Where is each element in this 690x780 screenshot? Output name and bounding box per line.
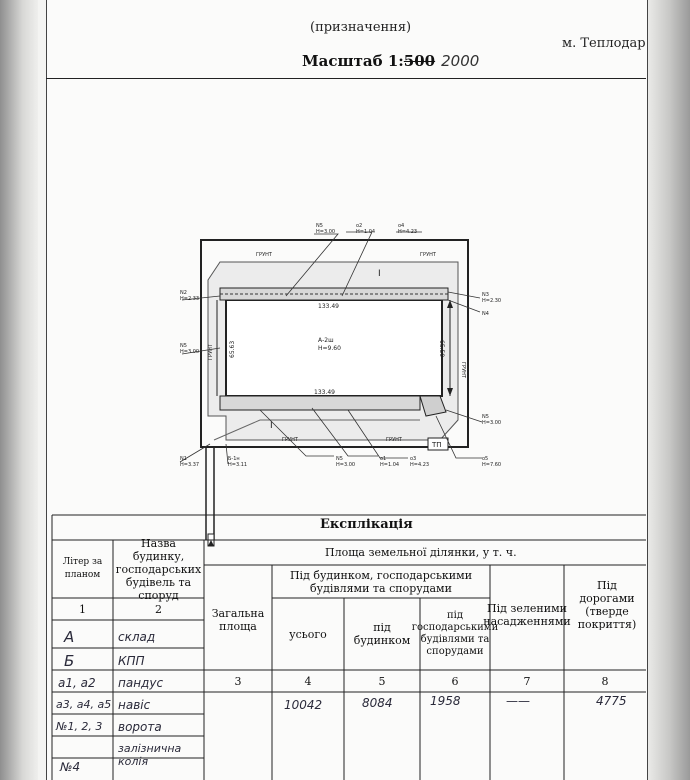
scale-old: 500 <box>403 52 436 70</box>
col-header-total: Загальна площа <box>211 607 265 633</box>
value-under-aux: 1958 <box>430 694 461 708</box>
row-name: КПП <box>118 654 145 668</box>
row-liter: А <box>64 628 75 646</box>
soil-label: ГРУНТ <box>460 362 466 378</box>
soil-label: ГРУНТ <box>256 252 272 258</box>
building-code: А-2ш <box>318 337 334 344</box>
value-green: —— <box>506 694 530 708</box>
scale-prefix: Масштаб 1: <box>302 52 404 70</box>
row-liter: №1, 2, 3 <box>56 720 103 733</box>
col-number: 5 <box>378 674 386 688</box>
label-n5-left: N5 <box>180 343 187 349</box>
col-number: 8 <box>601 674 609 688</box>
purpose-label: (призначення) <box>310 20 412 35</box>
col-number: 7 <box>523 674 531 688</box>
label-n1-h: Н=3.37 <box>180 462 200 468</box>
label-n5-top-h: Н=3.00 <box>316 229 336 235</box>
col-number: 6 <box>451 674 459 688</box>
dim-top: 133.49 <box>318 303 339 310</box>
label-o4-h: Н=4.23 <box>398 229 418 235</box>
col-header-name: Назва будинку, господарських будівель та споруд <box>115 536 202 602</box>
col-header-green: Під зеленими насадженнями <box>483 602 571 628</box>
label-n1: N1 <box>180 456 187 462</box>
label-n3-h: Н=2.30 <box>482 298 502 304</box>
city-label: м. Теплодар <box>562 36 646 51</box>
label-n5-bottom: N5 <box>336 456 343 462</box>
col-header-under-aux: під господарськими будівлями та спорудами <box>411 610 499 657</box>
label-o1-h: Н=1.04 <box>380 462 400 468</box>
soil-label: ГРУНТ <box>386 437 402 443</box>
soil-label: ГРУНТ <box>282 437 298 443</box>
label-n2-h: Н=2.33 <box>180 296 200 302</box>
label-o5: o5 <box>482 456 489 462</box>
col-header-all: усього <box>289 627 327 641</box>
label-o4: o4 <box>398 223 405 229</box>
label-n5-bottom-h: Н=3.00 <box>336 462 356 468</box>
value-all: 10042 <box>284 698 323 712</box>
zone-marker: I <box>270 421 273 431</box>
col-header-roads: Під дорогами (тверде покриття) <box>577 580 637 630</box>
col-header-liter: Літер за планом <box>62 557 103 580</box>
col-number: 4 <box>304 674 312 688</box>
label-o2-h: Н=1.04 <box>356 229 376 235</box>
row-liter: а1, а2 <box>58 676 96 690</box>
label-b1n: Б-1н <box>228 456 240 462</box>
dim-bottom: 133.49 <box>314 389 335 396</box>
railway-track <box>206 446 214 540</box>
label-n4: N4 <box>482 311 489 317</box>
label-n5-top: N5 <box>316 223 323 229</box>
col-number: 1 <box>79 602 86 616</box>
label-o1: o1 <box>380 456 387 462</box>
label-n3: N3 <box>482 292 489 298</box>
building-height: Н=9.60 <box>318 345 341 352</box>
label-o3: o3 <box>410 456 417 462</box>
soil-label: ГРУНТ <box>208 344 214 360</box>
col-header-area-group: Площа земельної ділянки, у т. ч. <box>325 546 517 559</box>
scale-new: 2000 <box>441 52 480 70</box>
row-name: навіс <box>118 698 151 712</box>
value-roads: 4775 <box>596 694 627 708</box>
dim-left: 65.63 <box>229 340 236 358</box>
zone-marker: I <box>378 269 381 279</box>
label-o2: o2 <box>356 223 363 229</box>
row-name: залізнична колія <box>118 742 182 768</box>
ramp-top <box>220 288 448 300</box>
row-liter: Б <box>64 652 75 670</box>
explication-title: Експлікація <box>320 517 413 532</box>
value-under-building: 8084 <box>362 696 393 710</box>
col-number: 2 <box>155 602 162 616</box>
label-n5-right: N5 <box>482 414 489 420</box>
col-header-under-building: під будинком <box>353 621 411 647</box>
tp-label: ТП <box>432 441 442 449</box>
label-o5-h: Н=7.60 <box>482 462 502 468</box>
col-header-under-group: Під будинком, господарськими будівлями та спорудами <box>289 568 473 595</box>
label-o3-h: Н=4.23 <box>410 462 430 468</box>
dim-right: 65.59 <box>438 340 445 358</box>
label-n5-left-h: Н=3.00 <box>180 349 200 355</box>
row-name: ворота <box>118 720 162 734</box>
label-n5-right-h: Н=3.00 <box>482 420 502 426</box>
label-b1n-h: Н=3.11 <box>228 462 248 468</box>
row-name: склад <box>118 630 156 644</box>
row-name: пандус <box>118 676 164 690</box>
col-number: 3 <box>234 674 242 688</box>
label-n2: N2 <box>180 290 187 296</box>
row-liter: а3, а4, а5 <box>56 698 112 711</box>
soil-label: ГРУНТ <box>420 252 436 258</box>
row-liter: №4 <box>60 760 81 774</box>
ramp-bottom <box>220 396 420 410</box>
